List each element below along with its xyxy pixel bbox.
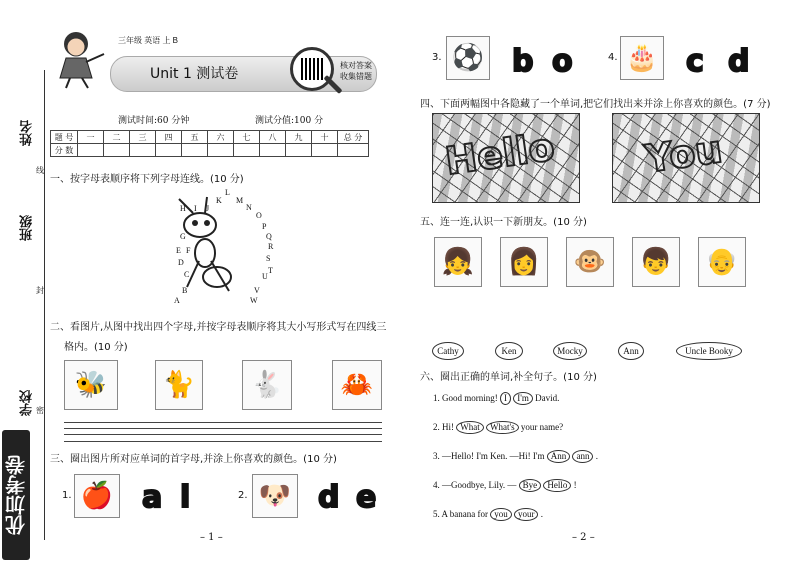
sentence-3 <box>433 450 598 463</box>
score-blank-cell[interactable] <box>312 144 338 157</box>
sentence-prefix: 2. Hi! <box>433 422 454 432</box>
score-header-cell: 题 号 <box>51 131 78 144</box>
letter-choice-a[interactable]: a <box>142 480 163 515</box>
qr-caption-line2: 收集错题 <box>340 72 372 81</box>
letter-dot[interactable]: C <box>184 270 190 279</box>
sentence-suffix: your name? <box>520 422 564 432</box>
score-blank-cell[interactable] <box>286 144 312 157</box>
letter-dot[interactable]: P <box>262 222 267 231</box>
score-header-cell: 五 <box>182 131 208 144</box>
score-header-cell: 四 <box>156 131 182 144</box>
question-6: 六、圈出正确的单词,补全句子。(10 分) <box>420 372 597 383</box>
q3-item2-number: 2. <box>238 490 248 501</box>
score-header-cell: 七 <box>234 131 260 144</box>
sentence-2 <box>433 421 563 434</box>
name-ken[interactable]: Ken <box>495 342 523 360</box>
crab-picture <box>332 360 382 410</box>
name-label: 姓名 <box>20 120 35 146</box>
hidden-word-mosaic-2[interactable] <box>612 113 760 203</box>
binding-line <box>44 70 45 540</box>
question-1: 一、按字母表顺序将下列字母连线。(10 分) <box>50 174 244 185</box>
score-blank-cell[interactable] <box>234 144 260 157</box>
letter-dot[interactable]: O <box>256 211 262 220</box>
sentence-prefix: 3. —Hello! I'm Ken. —Hi! I'm <box>433 451 545 461</box>
option-b[interactable]: Hello <box>543 479 571 492</box>
hidden-word-1: Hello <box>442 124 558 184</box>
score-blank-cell[interactable] <box>130 144 156 157</box>
cat-icon: 🐈 <box>162 370 196 400</box>
crab-icon: 🦀 <box>340 370 374 400</box>
letter-choice-e[interactable]: e <box>356 480 377 515</box>
sentence-prefix: 1. Good morning! <box>433 393 498 403</box>
letter-dot[interactable]: U <box>262 272 268 281</box>
letter-dot[interactable]: A <box>174 296 180 305</box>
option-b[interactable]: I'm <box>513 392 533 405</box>
rabbit-picture <box>242 360 292 410</box>
boy-face-icon: 👦 <box>639 247 673 277</box>
option-a[interactable]: you <box>490 508 512 521</box>
question-5: 五、连一连,认识一下新朋友。(10 分) <box>420 217 587 228</box>
grade-subject: 三年级 英语 上 B <box>118 36 179 45</box>
ken-portrait <box>632 237 680 287</box>
sentence-1 <box>433 392 559 405</box>
sentence-5 <box>433 508 543 521</box>
option-a[interactable]: Ann <box>547 450 571 463</box>
score-row-label: 分 数 <box>51 144 78 157</box>
letter-dot[interactable]: L <box>225 188 230 197</box>
cat-picture <box>155 360 203 410</box>
q3-item1-number: 1. <box>62 490 72 501</box>
ant-drawing-icon <box>165 195 245 295</box>
score-header-cell: 三 <box>130 131 156 144</box>
letter-dot[interactable]: Q <box>266 232 272 241</box>
letter-choice-l[interactable]: l <box>180 480 191 515</box>
option-a[interactable]: Bye <box>519 479 542 492</box>
name-uncle-booky[interactable]: Uncle Booky <box>676 342 742 360</box>
margin-mark-secret: 密 <box>36 406 44 415</box>
letter-dot[interactable]: D <box>178 258 184 267</box>
score-header-cell: 九 <box>286 131 312 144</box>
girl-mascot-icon <box>48 28 110 90</box>
sentence-suffix: ! <box>573 480 577 490</box>
sentence-4 <box>433 479 577 492</box>
score-header-cell: 总 分 <box>338 131 369 144</box>
qr-code[interactable] <box>290 47 334 91</box>
letter-dot[interactable]: E <box>176 246 181 255</box>
page-title: Unit 1 测试卷 <box>150 66 239 82</box>
sentence-suffix: David. <box>535 393 560 403</box>
dog-picture <box>252 474 298 518</box>
mocky-portrait <box>566 237 614 287</box>
woman-face-icon: 👩 <box>507 247 541 277</box>
option-b[interactable]: What's <box>486 421 519 434</box>
apple-icon: 🍎 <box>80 481 114 511</box>
name-mocky[interactable]: Mocky <box>553 342 587 360</box>
score-blank-cell[interactable] <box>208 144 234 157</box>
letter-dot[interactable]: R <box>268 242 274 251</box>
option-b[interactable]: your <box>514 508 539 521</box>
bee-icon: 🐝 <box>74 370 108 400</box>
margin-mark-seal: 封 <box>36 286 44 295</box>
score-header-cell: 二 <box>104 131 130 144</box>
letter-dot[interactable]: G <box>180 232 186 241</box>
class-label: 班级 <box>20 215 35 241</box>
score-table <box>50 130 369 157</box>
writing-lines[interactable] <box>64 422 382 442</box>
letter-dot[interactable]: J <box>206 204 210 213</box>
letter-dot[interactable]: S <box>266 254 271 263</box>
sentence-prefix: 4. —Goodbye, Lily. — <box>433 480 517 490</box>
page-number-right: – 2 – <box>572 532 595 543</box>
score-header-cell: 一 <box>78 131 104 144</box>
letter-dot[interactable]: F <box>186 246 191 255</box>
score-blank-cell[interactable] <box>156 144 182 157</box>
apple-picture <box>74 474 120 518</box>
question-2-line1: 二、看图片,从图中找出四个字母,并按字母表顺序将其大小写形式写在四线三 <box>50 322 387 333</box>
cake-picture <box>620 36 664 80</box>
bee-picture <box>64 360 118 410</box>
qr-caption <box>340 60 372 82</box>
man-face-icon: 👴 <box>705 247 739 277</box>
letter-dot[interactable]: V <box>254 286 260 295</box>
score-blank-cell[interactable] <box>338 144 369 157</box>
ball-picture <box>446 36 490 80</box>
q3-item3-number: 3. <box>432 52 442 63</box>
letter-dot[interactable]: M <box>236 196 244 205</box>
letter-dot[interactable]: W <box>250 296 258 305</box>
hidden-word-2: You <box>642 126 725 182</box>
letter-choice-d2[interactable]: d <box>728 44 750 79</box>
sentence-suffix: . <box>540 509 543 519</box>
margin-mark-line: 线 <box>36 166 44 175</box>
booky-portrait <box>698 237 746 287</box>
option-a[interactable]: What <box>456 421 484 434</box>
test-score: 测试分值:100 分 <box>255 116 324 126</box>
letter-dot[interactable]: B <box>182 286 188 295</box>
letter-dot[interactable]: I <box>194 204 197 213</box>
option-a[interactable]: I <box>500 392 511 405</box>
letter-choice-b[interactable]: b <box>512 44 534 79</box>
cake-icon: 🎂 <box>625 43 659 73</box>
school-label: 学校 <box>20 390 35 416</box>
qr-caption-line1: 核对答案 <box>340 61 372 70</box>
score-header-row <box>51 131 369 144</box>
score-blank-cell[interactable] <box>104 144 130 157</box>
letter-choice-d[interactable]: d <box>318 480 340 515</box>
monkey-face-icon: 🐵 <box>573 247 607 277</box>
cathy-portrait <box>434 237 482 287</box>
question-2-line2: 格内。(10 分) <box>64 342 128 353</box>
page-number-left: – 1 – <box>200 532 223 543</box>
score-blank-cell[interactable] <box>260 144 286 157</box>
q3-item4-number: 4. <box>608 52 618 63</box>
ball-icon: ⚽ <box>451 43 485 73</box>
dog-icon: 🐶 <box>258 481 292 511</box>
name-ann[interactable]: Ann <box>618 342 644 360</box>
question-3: 三、圈出图片所对应单词的首字母,并涂上你喜欢的颜色。(10 分) <box>50 454 337 465</box>
letter-dot[interactable]: K <box>216 196 222 205</box>
name-cathy[interactable]: Cathy <box>432 342 464 360</box>
letter-choice-o[interactable]: o <box>552 44 573 79</box>
option-b[interactable]: ann <box>572 450 593 463</box>
letter-dot[interactable]: N <box>246 203 252 212</box>
score-header-cell: 八 <box>260 131 286 144</box>
score-header-cell: 十 <box>312 131 338 144</box>
letter-choice-c[interactable]: c <box>686 44 704 79</box>
letter-dot[interactable]: T <box>268 266 273 275</box>
sentence-prefix: 5. A banana for <box>433 509 488 519</box>
rabbit-icon: 🐇 <box>250 370 284 400</box>
score-value-row <box>51 144 369 157</box>
letter-dot[interactable]: H <box>180 204 186 213</box>
brand-logo: 优加考卷 <box>2 430 30 560</box>
score-blank-cell[interactable] <box>78 144 104 157</box>
score-blank-cell[interactable] <box>182 144 208 157</box>
hidden-word-mosaic-1[interactable] <box>432 113 580 203</box>
ann-portrait <box>500 237 548 287</box>
girl-face-icon: 👧 <box>441 247 475 277</box>
sentence-suffix: . <box>595 451 598 461</box>
score-header-cell: 六 <box>208 131 234 144</box>
test-time: 测试时间:60 分钟 <box>118 116 190 126</box>
question-4: 四、下面两幅图中各隐藏了一个单词,把它们找出来并涂上你喜欢的颜色。(7 分) <box>420 99 771 110</box>
